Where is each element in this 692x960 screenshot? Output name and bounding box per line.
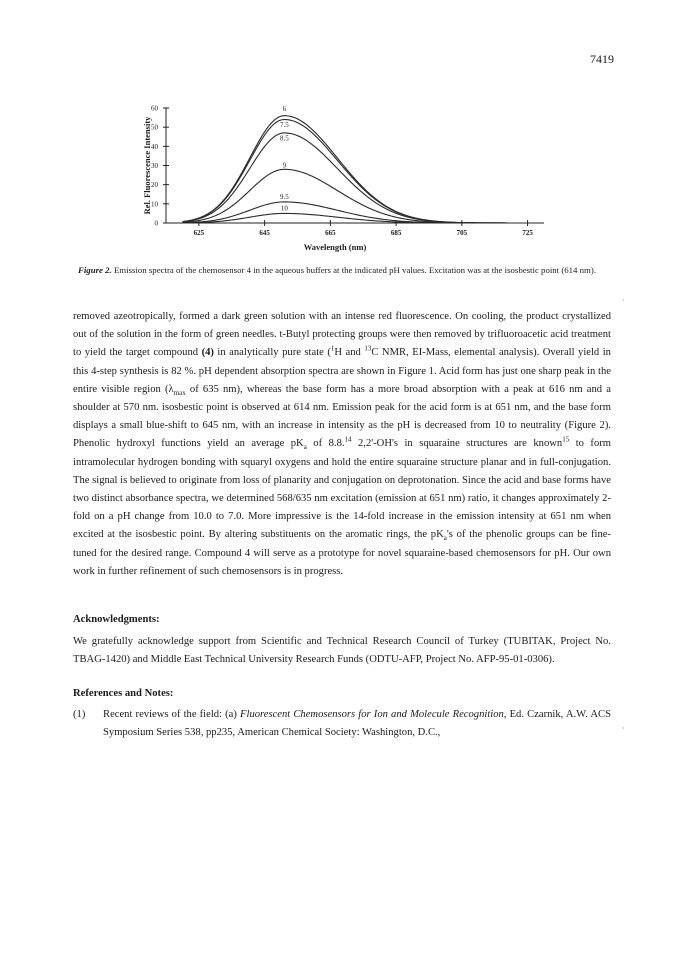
reference-rest: , Ed. Czarnik, A.W. ACS Symposium Series 538, pp235, American Chemical Society: Washington, D.C., [103,709,611,739]
body-text-run: 2,2'-OH's in squaraine structures are known [351,438,563,450]
curve-label: 9.5 [279,193,289,202]
curve-label: 8.5 [279,134,289,143]
subscript: a [303,443,307,452]
figure-caption-text: Emission spectra of the chemosensor 4 in the aqueous buffers at the indicated pH values. Excitation was at the isosbestic point (614 nm). [113,265,597,275]
x-tick-label: 705 [456,229,468,237]
curve-label: 10 [280,204,288,213]
body-text-run: to form intramolecular hydrogen bonding with squaryl oxygens and hold the entire squaraine structure planar and in full-conjugation. The signal is believed to originate from loss of planarity and conjugation on deprotonation. Since the acid and base forms have two distinct absorbance spectra, we determined 568/635 nm excitation (emission at 651 nm) ratio, it changes approximately 2-fold on a pH change from 10.0 to 7.0. More impressive is the 14-fold increase in the emission intensity at 651 nm when excited at the isosbestic point. By altering substituents on the aromatic rings, the pK [73,438,612,541]
reference-body [103,706,611,742]
y-tick-label: 0 [154,219,158,228]
body-text-run: 's of the phenolic groups can be fine-tuned for the desired range. Compound 4 will serve as a prototype for novel squaraine-based chemosensors for pH. Our own work in further refinement of such chemosensors is in progress. [73,529,611,577]
acknowledgments-heading: Acknowledgments: [73,614,160,625]
references-heading: References and Notes: [73,688,174,699]
curve-label: 6 [282,104,287,113]
y-tick-label: 10 [151,200,158,209]
y-tick-label: 50 [151,123,158,132]
citation-superscript: 15 [562,435,570,444]
reference-title: Fluorescent Chemosensors for Ion and Molecule Recognition [240,709,504,720]
compound-number: (4) [201,347,214,359]
body-text-run: in analytically pure state ( [213,347,331,359]
body-text-run: H and [334,347,365,359]
margin-mark: · [622,296,625,305]
reference-number: (1) [73,709,86,720]
superscript: 1 [330,344,335,353]
curve-label: 7.5 [279,121,289,130]
emission-spectra-chart [140,98,560,258]
series-line [182,116,537,223]
x-tick-label: 665 [325,229,336,237]
x-axis-label: Wavelength (nm) [303,242,367,252]
body-text-run: removed azeotropically, formed a dark green solution with an intense red fluorescence. On cooling, the product crystallized out of the solution in the form of green needles. t-Butyl protecting groups were then removed by trifluoroacetic acid treatment to yield the target compound [73,311,611,359]
series-line [182,133,537,223]
margin-mark: · [622,724,625,733]
superscript: 13 [364,344,372,353]
y-tick-label: 20 [151,181,158,190]
figure-caption [78,265,628,276]
y-tick-label: 40 [151,142,158,151]
body-text-run: of 8.8. [306,438,345,450]
subscript: max [173,388,186,397]
figure-label: Figure 2. [78,265,112,275]
x-tick-label: 625 [193,229,205,237]
body-text-run: of 635 nm), whereas the base form has a more broad absorption with a peak at 616 nm and a shoulder at 570 nm. isosbestic point is observed at 614 nm. Emission peak for the acid form is at 651 nm, and the base form displays a small blue-shift to 645 nm, with an increase in intensity as the pH is decreased from 10 to neutrality (Figure 2). Phenolic hydroxyl functions yield an average pK [73,383,611,450]
reference-lead: Recent reviews of the field: (a) [103,709,241,720]
x-tick-label: 685 [390,229,402,237]
y-axis-label: Rel. Fluorescence Intensity [142,116,152,215]
body-paragraph [73,308,611,581]
acknowledgments-text: We gratefully acknowledge support from Scientific and Technical Research Council of Turkey (TUBITAK, Project No. TBAG-1420) and Middle East Technical University Research Funds (ODTU-AFP, Project No. AFP-95-01-0306). [73,636,611,666]
y-tick-label: 30 [151,162,158,170]
x-tick-label: 725 [522,229,533,237]
body-text-run: C NMR, EI-Mass, elemental analysis). Overall yield in this 4-step synthesis is 82 %. pH dependent absorption spectra are shown in Figure 1. Acid form has just one sharp peak in the entire visible region (λ [73,347,611,395]
x-tick-label: 645 [259,229,270,237]
series-line [182,120,537,224]
page-number: 7419 [590,52,614,66]
y-tick-label: 60 [151,104,158,113]
curve-label: 9 [282,161,287,170]
subscript: a [443,534,447,543]
citation-superscript: 14 [344,435,352,444]
